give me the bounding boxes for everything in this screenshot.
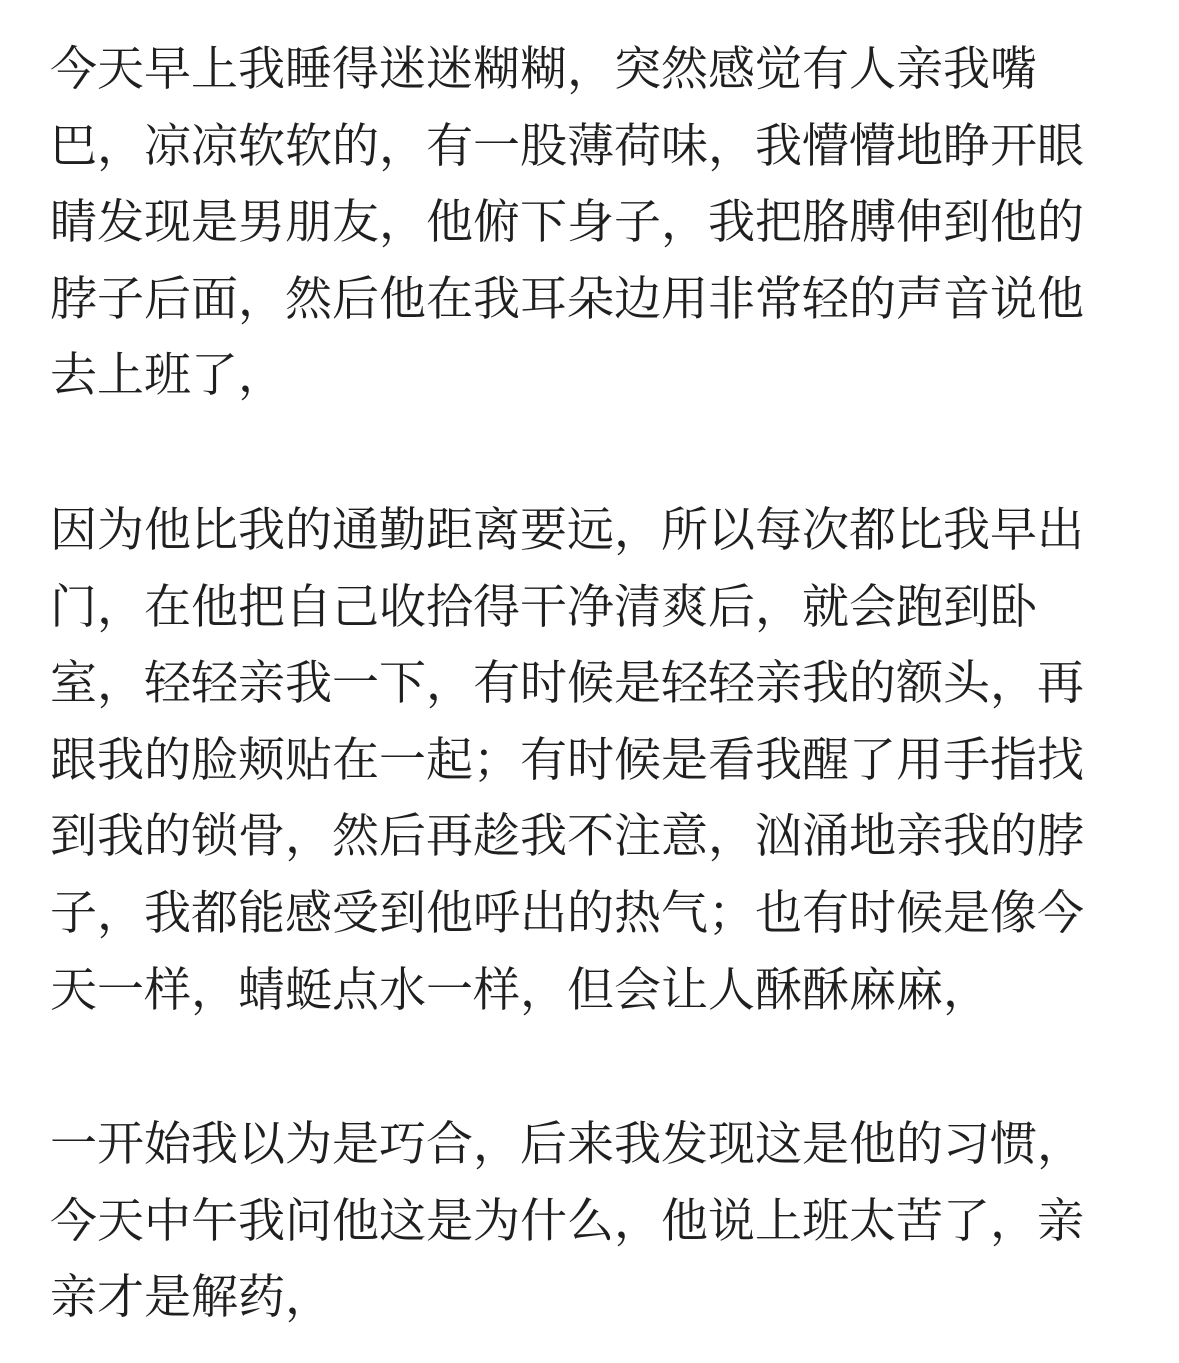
- text-line: 子，我都能感受到他呼出的热气；也有时候是像今: [50, 885, 1084, 941]
- article-body: [50, 32, 1110, 1337]
- paragraph-2: [50, 493, 1110, 1029]
- text-line: 到我的锁骨，然后再趁我不注意，汹涌地亲我的脖: [50, 809, 1084, 865]
- text-line: 天一样，蜻蜓点水一样，但会让人酥酥麻麻，: [50, 962, 990, 1018]
- text-line: 亲才是解药，: [50, 1270, 332, 1326]
- text-line: 脖子后面，然后他在我耳朵边用非常轻的声音说他: [50, 271, 1084, 327]
- text-line: 室，轻轻亲我一下，有时候是轻轻亲我的额头，再: [50, 656, 1084, 712]
- text-line: 今天早上我睡得迷迷糊糊，突然感觉有人亲我嘴: [50, 42, 1037, 97]
- paragraph-3: [50, 1107, 1110, 1337]
- paragraph-1: [50, 32, 1110, 415]
- text-line: 今天中午我问他这是为什么，他说上班太苦了，亲: [50, 1193, 1084, 1249]
- text-line: 睛发现是男朋友，他俯下身子，我把胳膊伸到他的: [50, 195, 1084, 251]
- text-line: 去上班了，: [50, 348, 285, 404]
- text-line: 一开始我以为是巧合，后来我发现这是他的习惯，: [50, 1117, 1084, 1173]
- text-line: 跟我的脸颊贴在一起；有时候是看我醒了用手指找: [50, 732, 1084, 788]
- text-line: 因为他比我的通勤距离要远，所以每次都比我早出: [50, 502, 1084, 558]
- text-line: 门，在他把自己收拾得干净清爽后，就会跑到卧: [50, 579, 1037, 635]
- text-line: 巴，凉凉软软的，有一股薄荷味，我懵懵地睁开眼: [50, 118, 1084, 174]
